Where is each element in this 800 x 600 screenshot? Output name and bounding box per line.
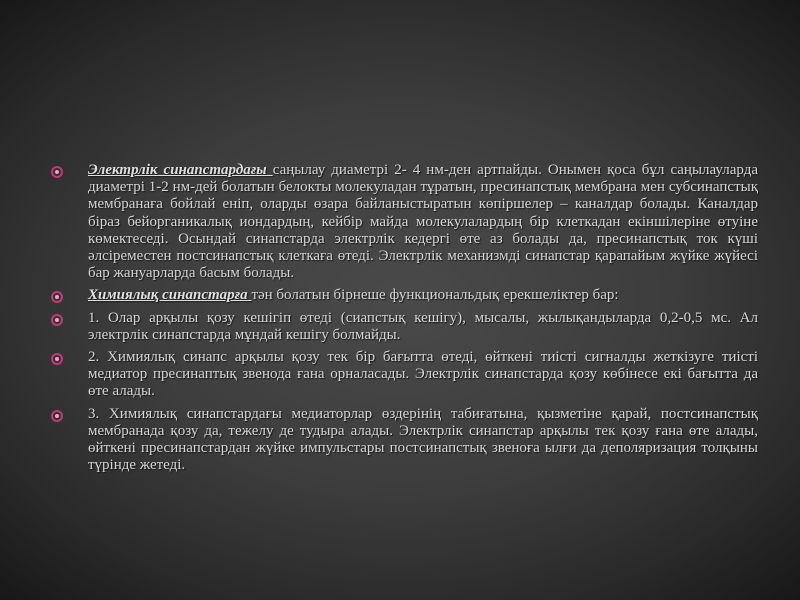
bullet-text: саңылау диаметрі 2- 4 нм-ден артпайды. Онымен қоса бұл саңылауларда диаметрі 1-2 нм-дей болатын белокты молекуладан тұратын, пресинапстық мембрана мен субсинапстық мембранаға бойлай еніп, оларды өзара байланыстыратын көпіршелер – каналдар болады. Каналдар біраз бейорганикалық иондардың, кейбір майда молекулалардың бір клеткадан екіншілеріне өтуіне көмектеседі. Осындай синапстарда электрлік кедергі өте аз болады да, пресинапстық ток күші әлсіреместен постсинапстық клеткаға өтеді. Электрлік механизмді синапстар қарапайым жүйке жүйесі бар жануарларда басым болады. [88,162,758,282]
slide-content [50,162,758,479]
bullet-marker-icon [51,410,63,422]
bullet-text: 3. Химиялық синапстардағы медиаторлар өздерінің табиғатына, қызметіне қарай, постсинапстық мембранада қозу да, тежелу де тудыра алады. Электрлік синапстар арқылы тек қозу ғана өте алады, өйткені пресинапстардан жүйке импульстары постсинапстық звеноға ылғи да деполяризация толқыны түрінде жетеді. [88,405,758,474]
bullet-marker-icon [51,291,63,303]
bullet-marker-icon [51,353,63,365]
term-chemical-synapses: Химиялық синапстарға [88,287,252,304]
term-electrical-synapses: Электрлік синапстардағы [88,162,273,178]
bullet-feature-1 [50,310,758,344]
bullet-feature-3 [50,406,758,475]
bullet-feature-2 [50,349,758,401]
bullet-text: тән болатын бірнеше функциональдық ерекшеліктер бар: [251,287,619,304]
bullet-text: 1. Олар арқылы қозу кешігіп өтеді (сиапстық кешігу), мысалы, жылықандыларда 0,2-0,5 мс. Ал электрлік синапстарда мұндай кешігу болмайды. [88,309,758,343]
bullet-marker-icon [51,314,63,326]
bullet-chemical-synapses [50,287,758,304]
bullet-marker-icon [51,166,63,178]
bullet-electrical-synapses [50,162,758,282]
bullet-text: 2. Химиялық синапс арқылы қозу тек бір бағытта өтеді, өйткені тиісті сигналды жеткізуге тиісті медиатор пресинаптық звенода ғана орналасады. Электрлік синапстарда қозу көбінесе екі бағытта да өте алады. [88,349,758,400]
